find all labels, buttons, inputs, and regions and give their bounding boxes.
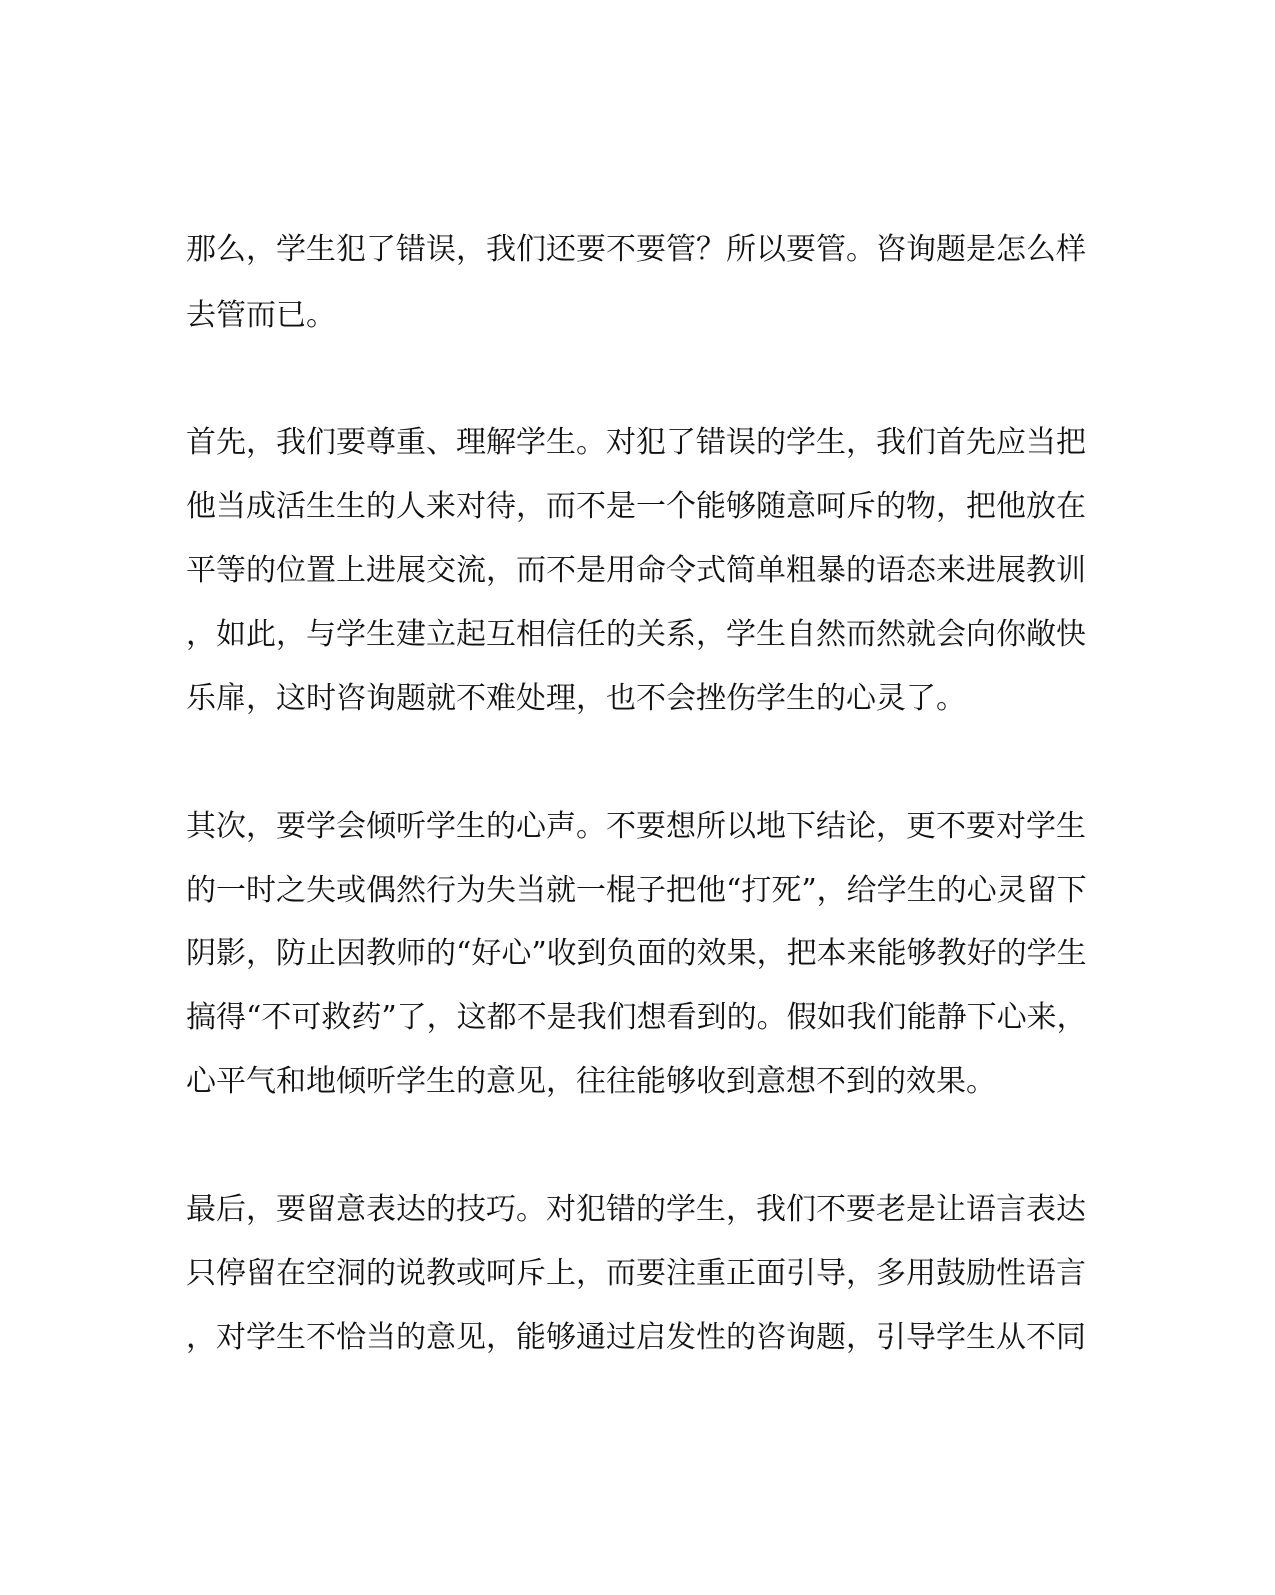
text-line: 阴影，防止因教师的“好心”收到负面的效果，把本来能够教好的学生 [186, 936, 1087, 971]
text-line: 的一时之失或偶然行为失当就一棍子把他“打死”，给学生的心灵留下 [186, 873, 1087, 908]
text-line: 平等的位置上进展交流，而不是用命令式简单粗暴的语态来进展教训 [186, 553, 1086, 588]
text-line: 最后，要留意表达的技巧。对犯错的学生，我们不要老是让语言表达 [186, 1192, 1086, 1227]
text-line: 去管而已。 [186, 298, 336, 333]
text-line: 他当成活生生的人来对待，而不是一个能够随意呵斥的物，把他放在 [186, 489, 1086, 524]
text-line: ，对学生不恰当的意见，能够通过启发性的咨询题，引导学生从不同 [186, 1320, 1086, 1355]
text-line: 那么，学生犯了错误，我们还要不要管？所以要管。咨询题是怎么样 [186, 232, 1086, 267]
text-line: ，如此，与学生建立起互相信任的关系，学生自然而然就会向你敞快 [186, 617, 1086, 652]
text-line: 乐扉，这时咨询题就不难处理，也不会挫伤学生的心灵了。 [186, 681, 966, 716]
text-line: 其次，要学会倾听学生的心声。不要想所以地下结论，更不要对学生 [186, 809, 1086, 844]
text-line: 心平气和地倾听学生的意见，往往能够收到意想不到的效果。 [186, 1064, 996, 1099]
text-line: 只停留在空洞的说教或呵斥上，而要注重正面引导，多用鼓励性语言 [186, 1256, 1086, 1291]
text-line: 搞得“不可救药”了，这都不是我们想看到的。假如我们能静下心来， [186, 1000, 1087, 1035]
text-line: 首先，我们要尊重、理解学生。对犯了错误的学生，我们首先应当把 [186, 425, 1086, 460]
